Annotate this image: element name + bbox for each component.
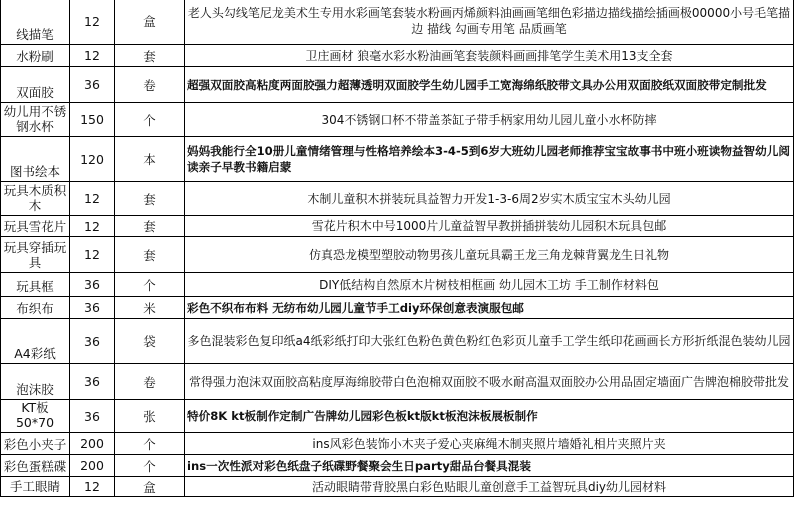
description-cell: 多色混装彩色复印纸a4纸彩纸打印大张红色粉色黄色粉红色彩页儿童手工学生纸印花画画长方形折纸混色装幼儿园 <box>185 319 794 364</box>
product-name-cell: 线描笔 <box>1 0 70 45</box>
product-name-cell: 幼儿用不锈钢水杯 <box>1 103 70 137</box>
quantity-cell: 12 <box>70 0 115 45</box>
unit-cell: 套 <box>115 216 185 237</box>
description-cell: 特价8K kt板制作定制广告牌幼儿园彩色板kt版kt板泡沫板展板制作 <box>185 400 794 433</box>
description-cell: 雪花片积木中号1000片儿童益智早教拼插拼装幼儿园积木玩具包邮 <box>185 216 794 237</box>
product-name-cell: 彩色小夹子 <box>1 433 70 455</box>
unit-cell: 本 <box>115 137 185 182</box>
description-cell: 木制儿童积木拼装玩具益智力开发1-3-6周2岁实木质宝宝木头幼儿园 <box>185 182 794 216</box>
description-cell: 常得强力泡沫双面胶高粘度厚海绵胶带白色泡棉双面胶不吸水耐高温双面胶办公用品固定墙面广告牌泡棉胶带批发 <box>185 364 794 400</box>
table-row <box>1 455 794 477</box>
unit-cell: 卷 <box>115 67 185 103</box>
unit-cell: 张 <box>115 400 185 433</box>
unit-cell: 套 <box>115 45 185 67</box>
table-row <box>1 182 794 216</box>
description-cell: ins风彩色装饰小木夹子爱心夹麻绳木制夹照片墙婚礼相片夹照片夹 <box>185 433 794 455</box>
quantity-cell: 36 <box>70 273 115 297</box>
product-name-cell: 布织布 <box>1 297 70 319</box>
unit-cell: 个 <box>115 103 185 137</box>
description-cell: 卫庄画材 狼毫水彩水粉油画笔套装颜料画画排笔学生美术用13支全套 <box>185 45 794 67</box>
table-row <box>1 433 794 455</box>
table-row <box>1 67 794 103</box>
table-row <box>1 273 794 297</box>
description-cell: 仿真恐龙模型塑胶动物男孩儿童玩具霸王龙三角龙棘背翼龙生日礼物 <box>185 237 794 273</box>
unit-cell: 袋 <box>115 319 185 364</box>
product-name-cell: 玩具框 <box>1 273 70 297</box>
product-name-cell: KT板50*70 <box>1 400 70 433</box>
quantity-cell: 120 <box>70 137 115 182</box>
quantity-cell: 150 <box>70 103 115 137</box>
table-row <box>1 237 794 273</box>
description-cell: 304不锈钢口杯不带盖茶缸子带手柄家用幼儿园儿童小水杯防摔 <box>185 103 794 137</box>
description-cell: 老人头勾线笔尼龙美术生专用水彩画笔套装水粉画丙烯颜料油画画笔细色彩描边描线描绘插画极00000小号毛笔描边 描线 勾画专用笔 品质画笔 <box>185 0 794 45</box>
quantity-cell: 36 <box>70 400 115 433</box>
quantity-cell: 12 <box>70 182 115 216</box>
quantity-cell: 36 <box>70 319 115 364</box>
unit-cell: 套 <box>115 182 185 216</box>
product-name-cell: 双面胶 <box>1 67 70 103</box>
description-cell: ins一次性派对彩色纸盘子纸碟野餐聚会生日party甜品台餐具混装 <box>185 455 794 477</box>
product-name-cell: 玩具雪花片 <box>1 216 70 237</box>
description-cell: 活动眼睛带背胶黑白彩色贴眼儿童创意手工益智玩具diy幼儿园材料 <box>185 477 794 497</box>
unit-cell: 盒 <box>115 477 185 497</box>
product-name-cell: 玩具穿插玩具 <box>1 237 70 273</box>
table-row <box>1 137 794 182</box>
product-table-body <box>1 0 794 497</box>
table-row <box>1 297 794 319</box>
product-name-cell: 彩色蛋糕碟 <box>1 455 70 477</box>
table-row <box>1 400 794 433</box>
product-name-cell: 手工眼睛 <box>1 477 70 497</box>
unit-cell: 盒 <box>115 0 185 45</box>
table-row <box>1 0 794 45</box>
quantity-cell: 12 <box>70 216 115 237</box>
table-row <box>1 319 794 364</box>
unit-cell: 套 <box>115 237 185 273</box>
unit-cell: 个 <box>115 433 185 455</box>
product-name-cell: 水粉刷 <box>1 45 70 67</box>
quantity-cell: 36 <box>70 364 115 400</box>
description-cell: 彩色不织布布料 无纺布幼儿园儿童节手工diy环保创意表演服包邮 <box>185 297 794 319</box>
description-cell: DIY低结构自然原木片树枝相框画 幼儿园木工坊 手工制作材料包 <box>185 273 794 297</box>
unit-cell: 个 <box>115 455 185 477</box>
quantity-cell: 12 <box>70 237 115 273</box>
table-row <box>1 477 794 497</box>
product-name-cell: 泡沫胶 <box>1 364 70 400</box>
table-row <box>1 216 794 237</box>
quantity-cell: 12 <box>70 477 115 497</box>
product-name-cell: A4彩纸 <box>1 319 70 364</box>
unit-cell: 卷 <box>115 364 185 400</box>
quantity-cell: 200 <box>70 455 115 477</box>
product-name-cell: 玩具木质积木 <box>1 182 70 216</box>
table-row <box>1 103 794 137</box>
table-row <box>1 45 794 67</box>
unit-cell: 个 <box>115 273 185 297</box>
quantity-cell: 12 <box>70 45 115 67</box>
quantity-cell: 36 <box>70 67 115 103</box>
table-row <box>1 364 794 400</box>
quantity-cell: 36 <box>70 297 115 319</box>
product-name-cell: 图书绘本 <box>1 137 70 182</box>
description-cell: 超强双面胶高粘度两面胶强力超薄透明双面胶学生幼儿园手工宽海绵纸胶带文具办公用双面胶纸双面胶带定制批发 <box>185 67 794 103</box>
unit-cell: 米 <box>115 297 185 319</box>
quantity-cell: 200 <box>70 433 115 455</box>
description-cell: 妈妈我能行全10册儿童情绪管理与性格培养绘本3-4-5到6岁大班幼儿园老师推荐宝宝故事书中班小班读物益智幼儿阅读亲子早教书籍启蒙 <box>185 137 794 182</box>
